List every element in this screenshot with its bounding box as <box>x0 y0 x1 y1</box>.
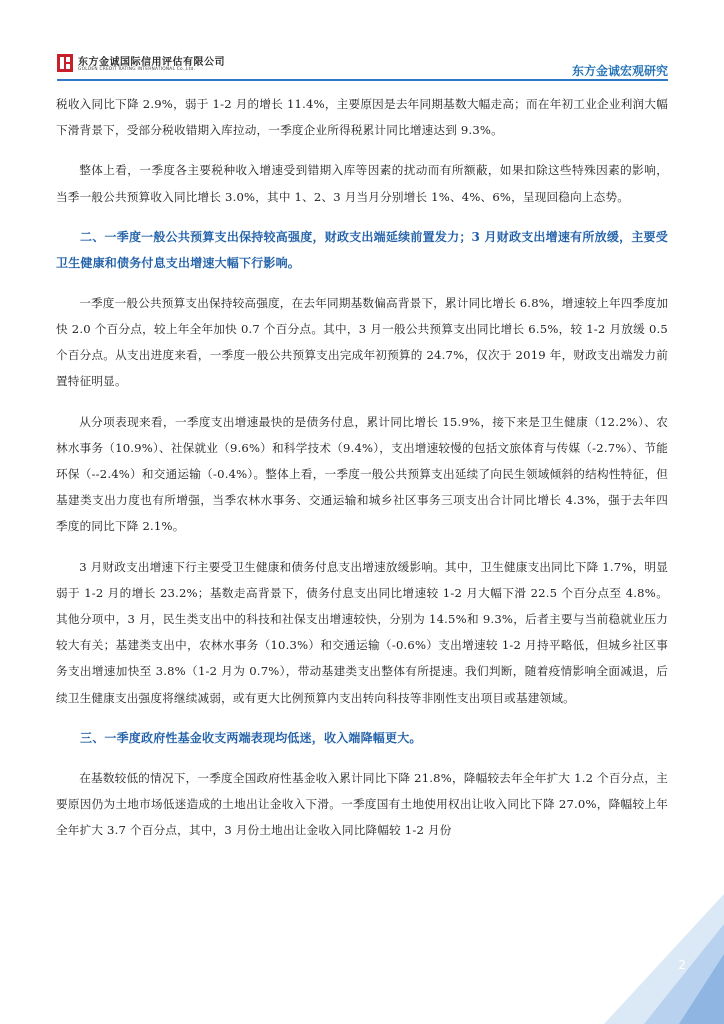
report-series-title: 东方金诚宏观研究 <box>571 64 668 78</box>
section-heading-2: 二、一季度一般公共预算支出保持较高强度，财政支出端延续前置发力；3 月财政支出增速有所放缓，主要受卫生健康和债务付息支出增速大幅下行影响。 <box>56 229 668 270</box>
company-name-en: GOLDEN CREDIT RATING INTERNATIONAL Co.,Ltd. <box>78 67 196 72</box>
corner-decoration <box>574 884 724 1024</box>
report-body <box>56 91 668 843</box>
paragraph-tax-revenue: 税收入同比下降 2.9%，弱于 1-2 月的增长 11.4%，主要原因是去年同期基数大幅走高；而在年初工业企业利润大幅下滑背景下，受部分税收错期入库拉动，一季度企业所得税累计同比增速达到 9.3%。 <box>56 97 668 138</box>
paragraph-government-fund: 在基数较低的情况下，一季度全国政府性基金收入累计同比下降 21.8%，降幅较去年全年扩大 1.2 个百分点，主要原因仍为土地市场低迷造成的土地出让金收入下滑。一季度国有土地使用权出让收入同比下降 27.0%，降幅较上年全年扩大 3.7 个百分点，其中，3 月份土地出让金收入同比降幅较 1-2 月份 <box>56 770 668 838</box>
paragraph-march-expenditure: 3 月财政支出增速下行主要受卫生健康和债务付息支出增速放缓影响。其中，卫生健康支出同比下降 1.7%，明显弱于 1-2 月的增长 23.2%；基数走高背景下，债务付息支出同比增速较 1-2 月大幅下滑 22.5 个百分点至 4.8%。其他分项中，3 月，民生类支出中的科技和社保支出增速较快，分别为 14.5%和 9.3%，后者主要与当前稳就业压力较大有关；基建类支出中，农林水事务（10.3%）和交通运输（-0.6%）支出增速较 1-2 月持平略低，但城乡社区事务支出增速加快至 3.8%（1-2 月为 0.7%），带动基建类支出整体有所提速。我们判断，随着疫情影响全面减退，后续卫生健康支出强度将继续减弱，或有更大比例预算内支出转向科技等非刚性支出项目或基建领域。 <box>56 559 668 705</box>
company-name-cn: 东方金诚国际信用评估有限公司 <box>78 57 225 68</box>
paragraph-overall-revenue: 整体上看，一季度各主要税种收入增速受到错期入库等因素的扰动而有所额蔽，如果扣除这些特殊因素的影响，当季一般公共预算收入同比增长 3.0%，其中 1、2、3 月当月分别增长 1%、4%、6%，呈现回稳向上态势。 <box>56 163 668 204</box>
section-heading-3: 三、一季度政府性基金收支两端表现均低迷，收入端降幅更大。 <box>80 730 422 745</box>
company-logo-icon <box>57 54 73 72</box>
page-header <box>0 0 724 90</box>
page-number: 2 <box>678 958 686 972</box>
paragraph-expenditure-items: 从分项表现来看，一季度支出增速最快的是债务付息，累计同比增长 15.9%，接下来是卫生健康（12.2%）、农林水事务（10.9%）、社保就业（9.6%）和科学技术（9.4%），支出增速较慢的包括文旅体育与传媒（-2.7%）、节能环保（--2.4%）和交通运输（-0.4%）。整体上看，一季度一般公共预算支出延续了向民生领域倾斜的结构性特征，但基建类支出力度也有所增强，当季农林水事务、交通运输和城乡社区事务三项支出合计同比增长 4.3%，强于去年四季度的同比下降 2.1%。 <box>56 414 668 534</box>
paragraph-expenditure-intensity: 一季度一般公共预算支出保持较高强度，在去年同期基数偏高背景下，累计同比增长 6.8%，增速较上年四季度加快 2.0 个百分点，较上年全年加快 0.7 个百分点。其中，3 月一般公共预算支出同比增长 6.5%，较 1-2 月放缓 0.5 个百分点。从支出进度来看，一季度一般公共预算支出完成年初预算的 24.7%，仅次于 2019 年，财政支出端发力前置特征明显。 <box>56 295 668 389</box>
header-divider <box>57 79 668 81</box>
